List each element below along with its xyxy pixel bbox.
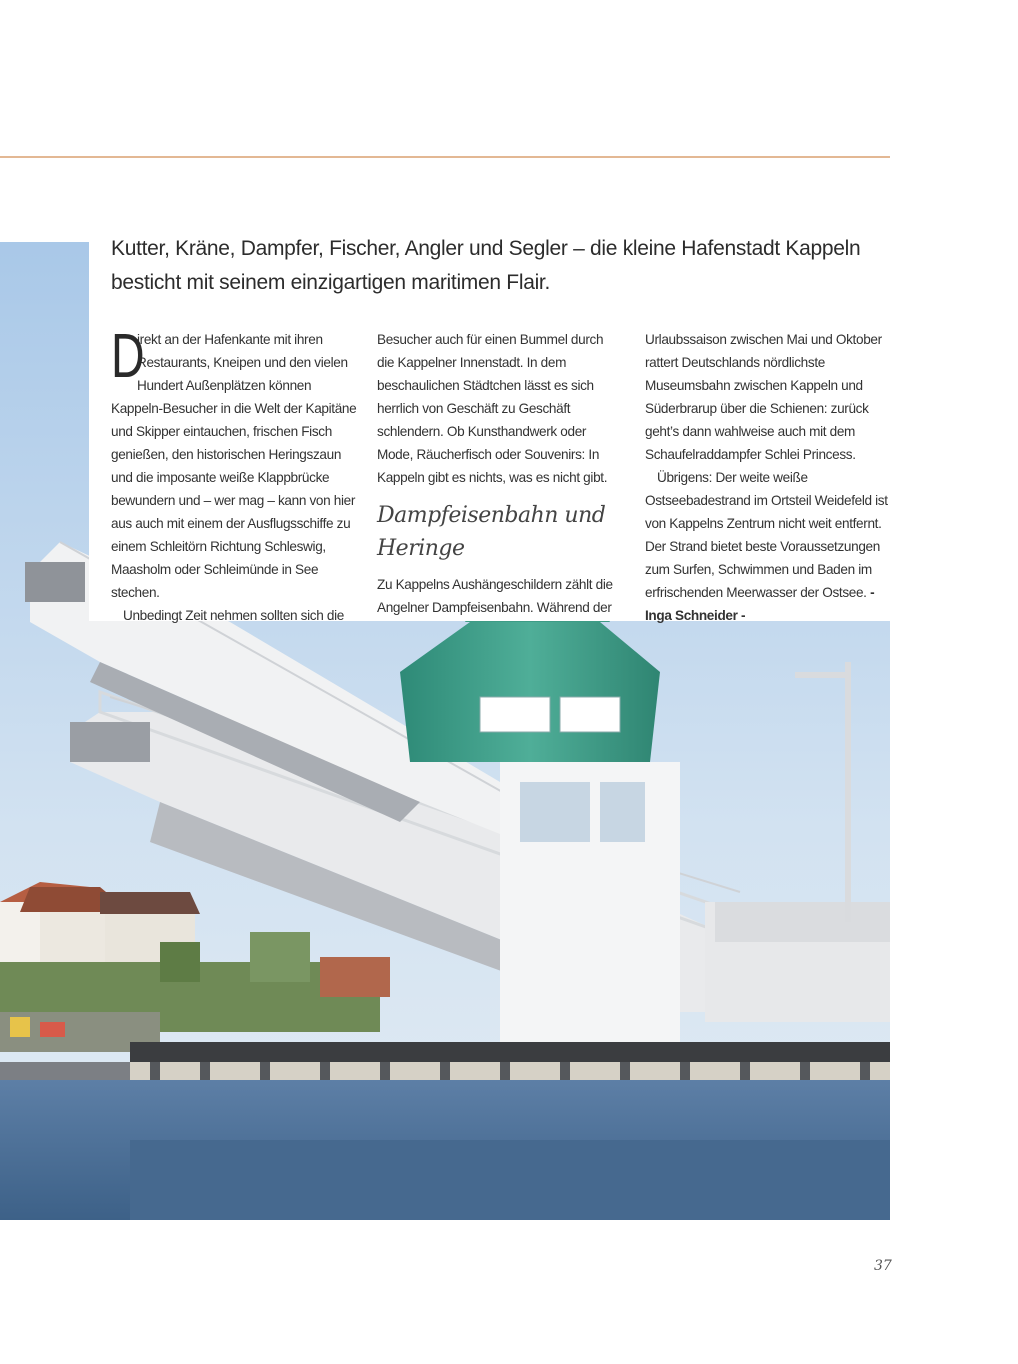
column-3: [645, 328, 891, 627]
lead-paragraph: Kutter, Kräne, Dampfer, Fischer, Angler und Segler – die kleine Hafenstadt Kappeln besticht mit seinem einzigartigen maritimen Flair.: [111, 237, 861, 294]
page-number: 37: [874, 1258, 892, 1274]
paragraph-6-text: Übrigens: Der weite weiße Ostseebadestrand im Ortsteil Weidefeld ist von Kappelns Zentrum nicht weit entfernt. Der Strand bietet beste Voraussetzungen zum Surfen, Schwimmen und Baden im erfrischenden Meerwasser der Ostsee.: [645, 470, 888, 600]
paragraph-6: [645, 466, 891, 627]
column-1: [111, 322, 357, 627]
paragraph-3: Besucher auch für einen Bummel durch die Kappelner Innenstadt. In dem beschaulichen Städtchen lässt es sich herrlich von Geschäft zu Geschäft schlendern. Ob Kunsthandwerk oder Mode, Räucherfisch oder Souvenirs: In Kappeln gibt es nichts, was es nicht gibt.: [377, 332, 608, 485]
header-rule: [0, 156, 890, 158]
author-byline: - Inga Schneider -: [645, 585, 875, 623]
paragraph-1: [111, 322, 357, 604]
drop-cap: D: [111, 322, 145, 391]
paragraph-2: Unbedingt Zeit nehmen sollten sich die: [123, 608, 344, 623]
paragraph-1-text: irekt an der Hafenkante mit ihren Restaurants, Kneipen und den vielen Hundert Außenplätzen können Kappeln-Besucher in die Welt der Kapitäne und Skipper eintauchen, frischen Fisch genießen, den historischen Heringszaun und die imposante weiße Klappbrücke bewundern und – wer mag – kann von hier aus auch mit einem der Ausflugsschiffe zu einem Schleitörn Richtung Schleswig, Maasholm oder Schleimünde in See stechen.: [111, 332, 357, 600]
column-2: [377, 328, 623, 619]
paragraph-5: Urlaubssaison zwischen Mai und Oktober rattert Deutschlands nördlichste Museumsbahn zwischen Kappeln und Süderbrarup über die Schienen: zurück geht’s dann wahlweise auch mit dem Schaufelraddampfer Schlei Princess.: [645, 332, 882, 462]
paragraph-4: Zu Kappelns Aushängeschildern zählt die Angelner Dampfeisenbahn. Während der: [377, 577, 613, 615]
subheading: Dampfeisenbahn und Heringe: [377, 503, 606, 561]
